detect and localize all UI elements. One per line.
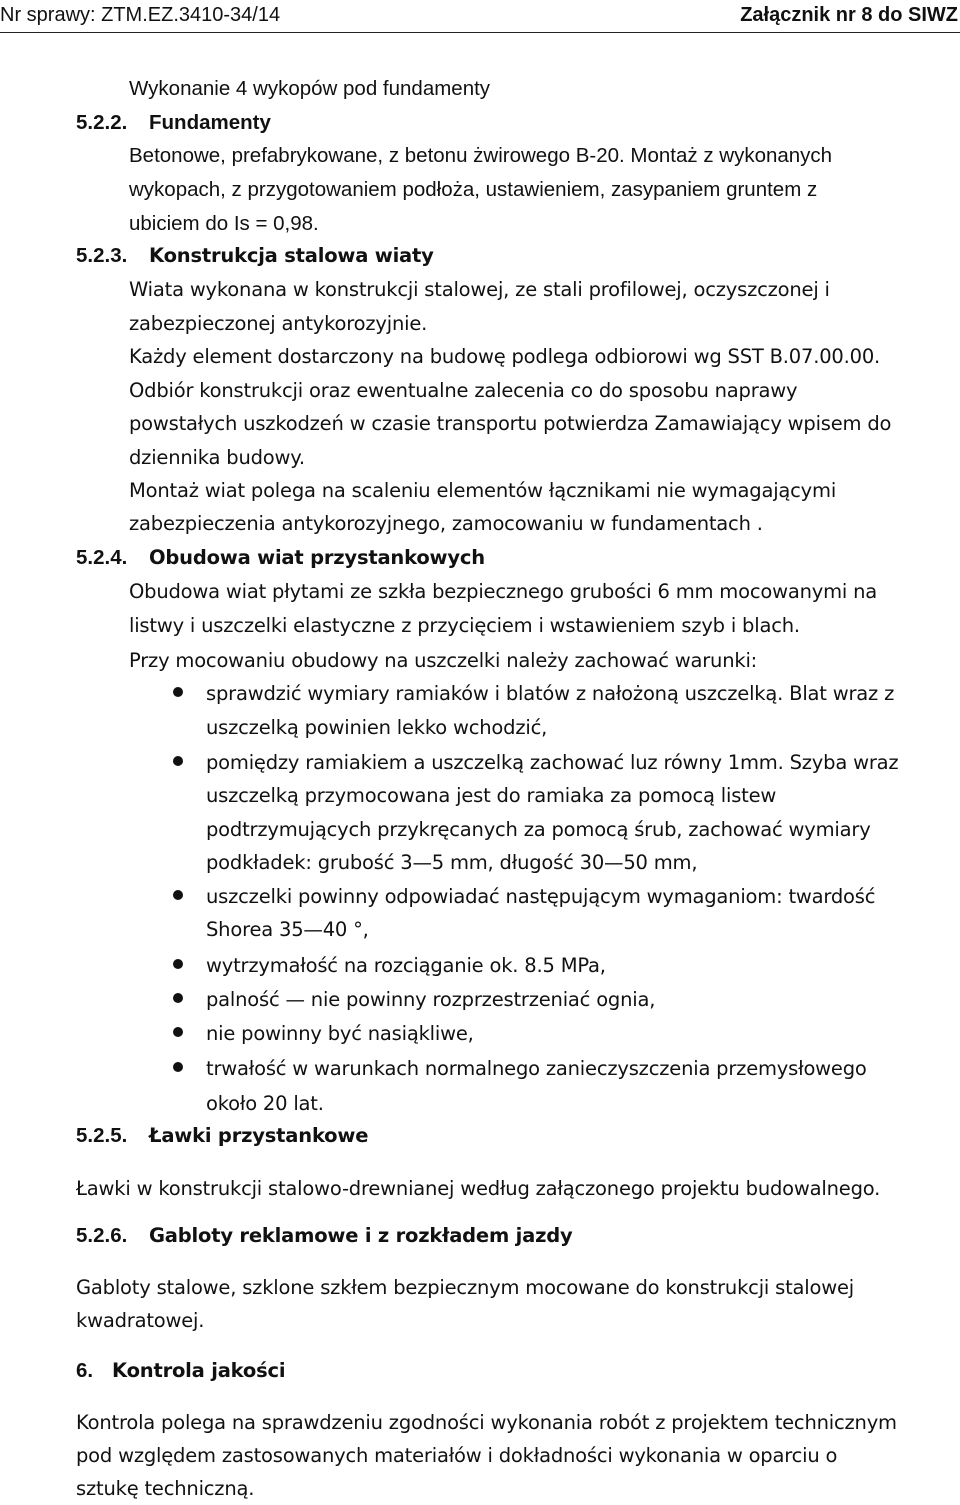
paragraph-line: Montaż wiat polega na scaleniu elementów łącznikami nie wymagającymi	[129, 479, 837, 502]
list-item-line: Shorea 35—40 °,	[206, 918, 369, 941]
heading-konstrukcja	[76, 243, 434, 269]
paragraph-line: kwadratowej.	[76, 1309, 205, 1332]
heading-kontrola	[76, 1358, 285, 1384]
paragraph-line: Odbiór konstrukcji oraz ewentualne zalecenia co do sposobu naprawy	[129, 379, 798, 402]
paragraph-line: powstałych uszkodzeń w czasie transportu potwierdza Zamawiający wpisem do	[129, 412, 892, 435]
bullet-dot	[173, 687, 183, 697]
list-item-line: trwałość w warunkach normalnego zanieczyszczenia przemysłowego	[206, 1057, 867, 1080]
heading-obudowa	[76, 545, 485, 571]
case-number: Nr sprawy: ZTM.EZ.3410-34/14	[0, 4, 281, 26]
list-item-line: uszczelką przymocowana jest do ramiaka za pomocą listew	[206, 784, 777, 807]
paragraph-line: Ławki w konstrukcji stalowo-drewnianej według załączonego projektu budowalnego.	[76, 1177, 881, 1200]
heading-number: 5.2.5.	[76, 1124, 128, 1147]
list-item-line: pomiędzy ramiakiem a uszczelką zachować luz równy 1mm. Szyba wraz	[206, 751, 899, 774]
heading-title: Fundamenty	[149, 111, 271, 134]
list-item-line: podkładek: grubość 3—5 mm, długość 30—50 mm,	[206, 851, 698, 874]
list-item-line: około 20 lat.	[206, 1092, 324, 1115]
attachment-label: Załącznik nr 8 do SIWZ	[740, 4, 958, 26]
bullet-dot	[173, 1062, 183, 1072]
paragraph-line: dziennika budowy.	[129, 446, 305, 469]
heading-title: Gabloty reklamowe i z rozkładem jazdy	[149, 1224, 573, 1247]
list-item-line: podtrzymujących przykręcanych za pomocą śrub, zachować wymiary	[206, 818, 871, 841]
heading-number: 5.2.6.	[76, 1224, 128, 1247]
list-item-line: sprawdzić wymiary ramiaków i blatów z nałożoną uszczelką. Blat wraz z	[206, 682, 895, 705]
paragraph-line: Wiata wykonana w konstrukcji stalowej, ze stali profilowej, oczyszczonej i	[129, 278, 830, 301]
heading-lawki	[76, 1123, 368, 1149]
bullet-dot	[173, 756, 183, 766]
heading-fundamenty	[76, 110, 271, 136]
heading-gabloty	[76, 1223, 573, 1249]
heading-number: 5.2.3.	[76, 244, 128, 267]
bullet-dot	[173, 959, 183, 969]
heading-title: Obudowa wiat przystankowych	[149, 546, 485, 569]
paragraph-line: Obudowa wiat płytami ze szkła bezpiecznego grubości 6 mm mocowanymi na	[129, 580, 877, 603]
paragraph-line: pod względem zastosowanych materiałów i dokładności wykonania w oparciu o	[76, 1444, 838, 1467]
heading-number: 5.2.4.	[76, 546, 128, 569]
paragraph-line: sztukę techniczną.	[76, 1477, 255, 1500]
paragraph-excavation: Wykonanie 4 wykopów pod fundamenty	[129, 77, 491, 100]
paragraph-line: ubiciem do Is = 0,98.	[129, 212, 319, 235]
heading-title: Ławki przystankowe	[149, 1124, 369, 1147]
list-item-line: uszczelką powinien lekko wchodzić,	[206, 716, 548, 739]
paragraph-line: wykopach, z przygotowaniem podłoża, ustawieniem, zasypaniem gruntem z	[129, 178, 818, 201]
paragraph-line: Kontrola polega na sprawdzeniu zgodności wykonania robót z projektem technicznym	[76, 1411, 897, 1434]
paragraph-line: Betonowe, prefabrykowane, z betonu żwirowego B-20. Montaż z wykonanych	[129, 144, 833, 167]
list-item-line: uszczelki powinny odpowiadać następującym wymaganiom: twardość	[206, 885, 876, 908]
header-divider	[0, 32, 960, 33]
list-item-line: wytrzymałość na rozciąganie ok. 8.5 MPa,	[206, 954, 606, 977]
heading-title: Konstrukcja stalowa wiaty	[149, 244, 434, 267]
list-item-line: palność — nie powinny rozprzestrzeniać ognia,	[206, 988, 656, 1011]
heading-title: Kontrola jakości	[112, 1359, 286, 1382]
paragraph-line: Gabloty stalowe, szklone szkłem bezpiecznym mocowane do konstrukcji stalowej	[76, 1276, 854, 1299]
heading-number: 5.2.2.	[76, 111, 128, 134]
bullet-dot	[173, 890, 183, 900]
heading-number: 6.	[76, 1359, 94, 1382]
list-item-line: nie powinny być nasiąkliwe,	[206, 1022, 474, 1045]
paragraph-line: zabezpieczonej antykorozyjnie.	[129, 312, 428, 335]
bullet-dot	[173, 1027, 183, 1037]
paragraph-line: listwy i uszczelki elastyczne z przycięciem i wstawieniem szyb i blach.	[129, 614, 800, 637]
paragraph-line: Każdy element dostarczony na budowę podlega odbiorowi wg SST B.07.00.00.	[129, 345, 881, 368]
bullet-dot	[173, 993, 183, 1003]
paragraph-line: Przy mocowaniu obudowy na uszczelki należy zachować warunki:	[129, 649, 758, 672]
paragraph-line: zabezpieczenia antykorozyjnego, zamocowaniu w fundamentach .	[129, 512, 763, 535]
